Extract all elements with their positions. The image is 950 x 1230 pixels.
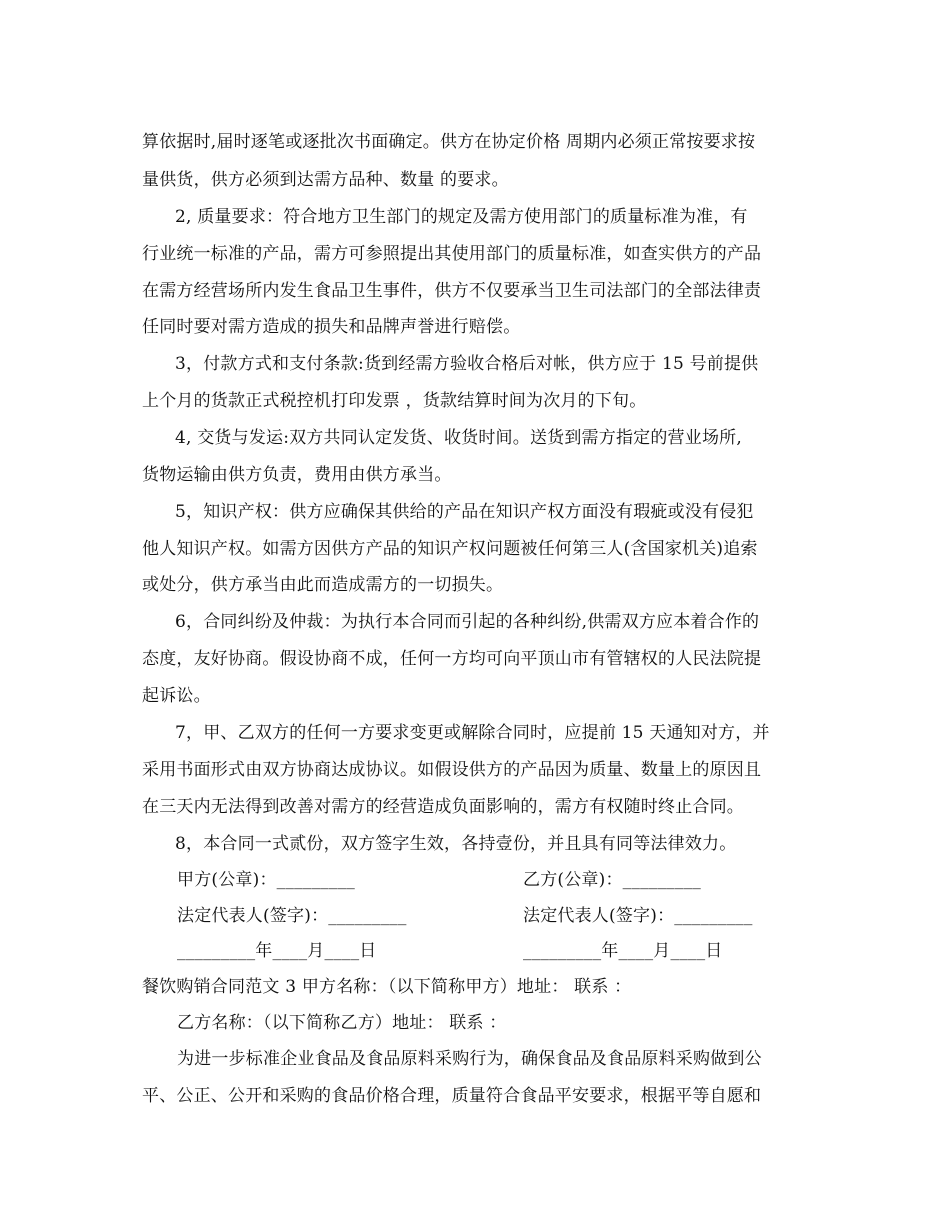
- body-line: 量供货，供方必须到达需方品种、数量 的要求。: [142, 170, 509, 190]
- party-a-seal: 甲方(公章)：_________: [177, 870, 355, 890]
- party-b-info: 乙方名称：（以下简称乙方）地址： 联系 ：: [177, 1013, 507, 1033]
- party-b-seal: 乙方(公章)：_________: [523, 870, 701, 890]
- intro-line: 为进一步标准企业食品及食品原料采购行为，确保食品及食品原料采购做到公: [177, 1049, 762, 1069]
- body-line: 行业统一标准的产品，需方可参照提出其使用部门的质量标准，如查实供方的产品: [142, 244, 762, 264]
- clause-dispute: 6，合同纠纷及仲裁：为执行本合同而引起的各种纠纷,供需双方应本着合作的: [175, 612, 760, 632]
- party-a-representative: 法定代表人(签字)：_________: [177, 906, 407, 926]
- next-contract-heading: 餐饮购销合同范文 3 甲方名称：（以下简称甲方）地址： 联系 ：: [142, 977, 632, 997]
- body-line: 任同时要对需方造成的损失和品牌声誉进行赔偿。: [142, 317, 521, 337]
- body-line: 在需方经营场所内发生食品卫生事件，供方不仅要承当卫生司法部门的全部法律责: [142, 281, 762, 301]
- body-line: 货物运输由供方负责，费用由供方承当。: [142, 465, 452, 485]
- clause-termination: 7，甲、乙双方的任何一方要求变更或解除合同时，应提前 15 天通知对方，并: [175, 723, 770, 743]
- party-a-date: _________年____月____日: [177, 941, 377, 961]
- clause-ip: 5，知识产权：供方应确保其供给的产品在知识产权方面没有瑕疵或没有侵犯: [175, 502, 754, 522]
- body-line: 态度，友好协商。假设协商不成，任何一方均可向平顶山市有管辖权的人民法院提: [142, 649, 762, 669]
- party-b-representative: 法定代表人(签字)：_________: [523, 906, 753, 926]
- body-line: 在三天内无法得到改善对需方的经营造成负面影响的，需方有权随时终止合同。: [142, 797, 744, 817]
- body-line: 起诉讼。: [142, 686, 211, 706]
- clause-quality: 2, 质量要求：符合地方卫生部门的规定及需方使用部门的质量标准为准，有: [175, 207, 748, 227]
- body-line: 上个月的货款正式税控机打印发票 ，货款结算时间为次月的下旬。: [142, 391, 647, 411]
- party-b-date: _________年____月____日: [523, 941, 723, 961]
- clause-payment: 3，付款方式和支付条款:货到经需方验收合格后对帐，供方应于 15 号前提供: [175, 354, 759, 374]
- body-line: 他人知识产权。如需方因供方产品的知识产权问题被任何第三人(含国家机关)追索: [142, 539, 758, 559]
- body-line: 算依据时,届时逐笔或逐批次书面确定。供方在协定价格 周期内必须正常按要求按: [142, 132, 756, 152]
- intro-line: 平、公正、公开和采购的食品价格合理，质量符合食品平安要求，根据平等自愿和: [142, 1086, 762, 1106]
- body-line: 或处分，供方承当由此而造成需方的一切损失。: [142, 575, 504, 595]
- clause-copies: 8，本合同一式贰份，双方签字生效，各持壹份，并且具有同等法律效力。: [175, 834, 737, 854]
- clause-delivery: 4, 交货与发运:双方共同认定发货、收货时间。送货到需方指定的营业场所,: [175, 428, 742, 448]
- body-line: 采用书面形式由双方协商达成协议。如假设供方的产品因为质量、数量上的原因且: [142, 760, 762, 780]
